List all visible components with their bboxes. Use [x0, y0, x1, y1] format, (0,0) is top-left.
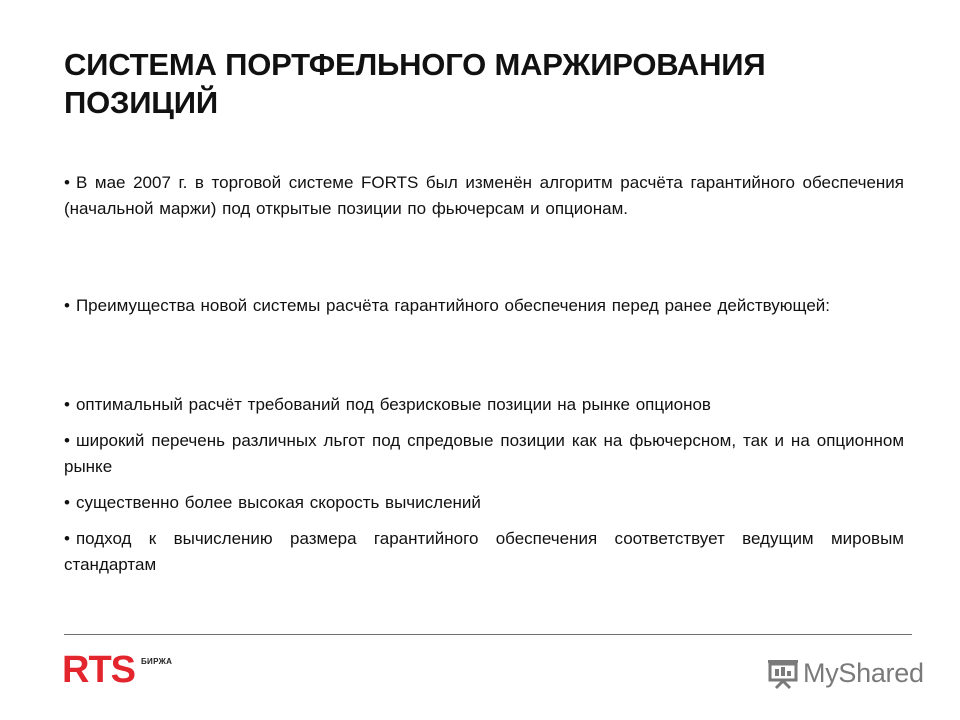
rts-logo-subtext: БИРЖА: [141, 657, 173, 666]
list-item-text: оптимальный расчёт требований под безрисковые позиции на рынке опционов: [75, 395, 711, 414]
footer-divider: [64, 634, 912, 635]
myshared-text: MyShared: [803, 657, 924, 688]
list-item: [64, 392, 904, 418]
bullet-marker: •: [64, 431, 70, 450]
rts-logo-letters: RTS: [62, 649, 135, 691]
slide-title-line-1: СИСТЕМА ПОРТФЕЛЬНОГО МАРЖИРОВАНИЯ: [64, 47, 766, 82]
list-item-text: широкий перечень различных льгот под спредовые позиции как на фьючерсном, так и на опционном рынке: [64, 431, 904, 476]
list-item: [64, 428, 904, 480]
paragraph-advantages-text: Преимущества новой системы расчёта гарантийного обеспечения перед ранее действующей:: [75, 296, 831, 315]
slide-title: [64, 46, 904, 122]
paragraph-advantages: [64, 293, 904, 319]
paragraph-intro: [64, 170, 904, 222]
bullet-marker: •: [64, 529, 70, 548]
list-item-text: существенно более высокая скорость вычислений: [75, 493, 481, 512]
list-item: [64, 490, 904, 516]
presentation-board-icon: [766, 656, 800, 690]
list-item: [64, 526, 904, 578]
list-item-text: подход к вычислению размера гарантийного обеспечения соответствует ведущим мировым стандартам: [64, 529, 904, 574]
bullet-marker: •: [64, 395, 70, 414]
paragraph-intro-text: В мае 2007 г. в торговой системе FORTS был изменён алгоритм расчёта гарантийного обеспечения (начальной маржи) под открытые позиции по фьючерсам и опционам.: [64, 173, 904, 218]
bullet-marker: •: [64, 493, 70, 512]
slide-title-line-2: ПОЗИЦИЙ: [64, 85, 218, 120]
bullet-marker: •: [64, 173, 70, 192]
bullet-marker: •: [64, 296, 70, 315]
myshared-watermark: [766, 656, 924, 690]
rts-logo: [62, 649, 173, 691]
